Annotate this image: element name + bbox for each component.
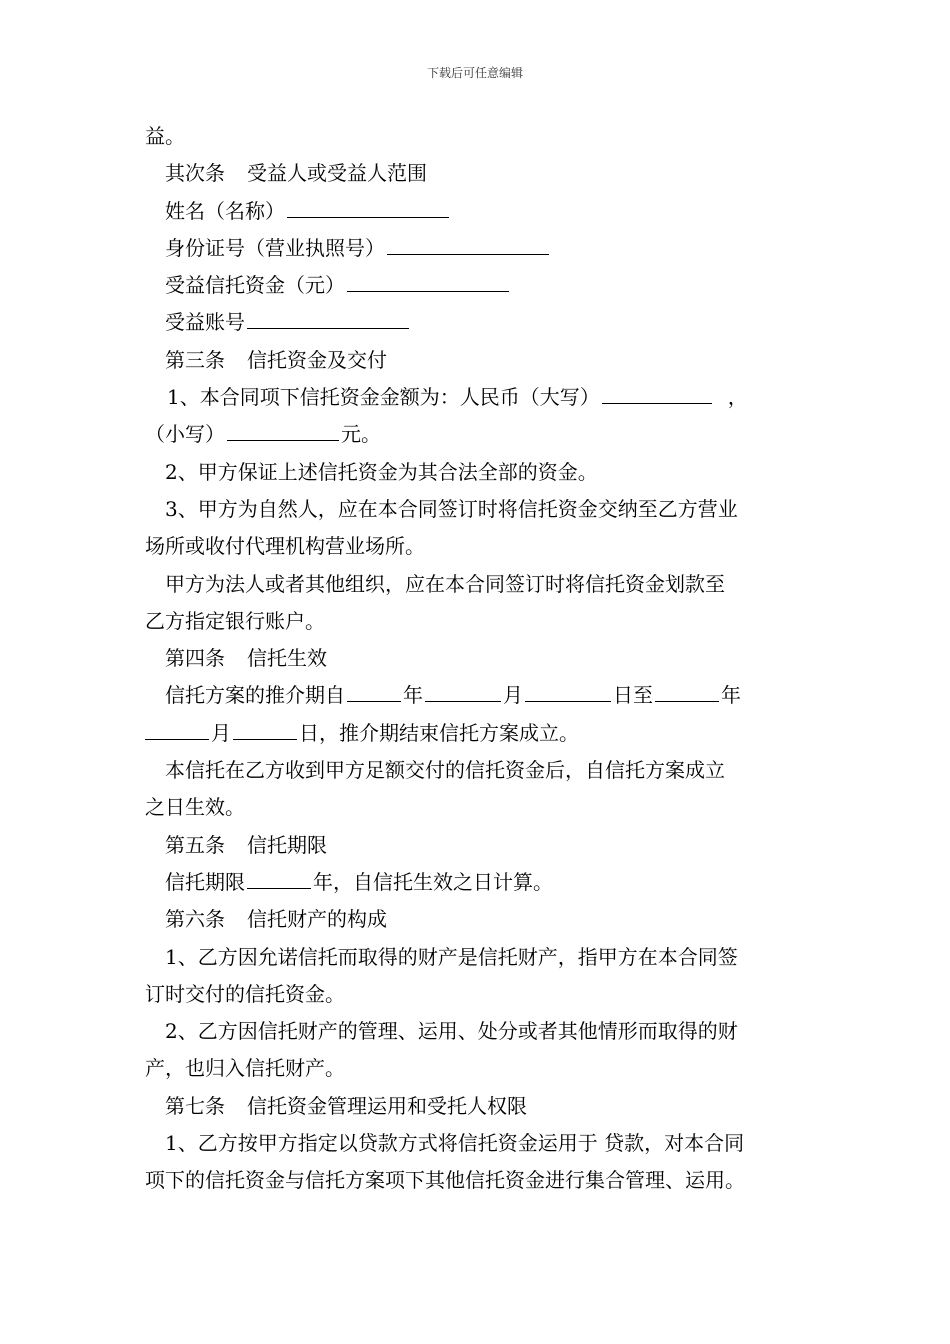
text: 信托方案的推介期自 <box>165 683 345 708</box>
text: 日，推介期结束信托方案成立。 <box>299 720 579 745</box>
text: 月 <box>503 683 523 708</box>
article-number: 其次条 <box>165 161 225 186</box>
paragraph-line <box>145 379 810 416</box>
text: 1、乙方按甲方指定以贷款方式将信托资金运用于 贷款，对本合同 <box>165 1131 745 1156</box>
fill-in-blank[interactable] <box>347 271 509 292</box>
text: 信托期限 <box>165 869 245 894</box>
fill-in-blank[interactable] <box>655 681 719 702</box>
fill-in-blank[interactable] <box>247 868 311 889</box>
article-number: 第七条 <box>165 1093 225 1118</box>
paragraph-line <box>145 1125 810 1162</box>
article-title: 信托资金管理运用和受托人权限 <box>247 1093 527 1118</box>
text: 元。 <box>341 422 381 447</box>
paragraph-line <box>145 976 810 1013</box>
paragraph-line <box>145 677 810 714</box>
page-header: 下载后可任意编辑 <box>426 66 523 80</box>
paragraph-line <box>145 416 810 453</box>
paragraph-line <box>145 1162 810 1199</box>
fill-in-blank[interactable] <box>425 681 501 702</box>
article-title: 信托资金及交付 <box>247 347 387 372</box>
article-number: 第四条 <box>165 646 225 671</box>
field-label: 身份证号（营业执照号） <box>165 235 385 260</box>
form-field-trust-funds <box>145 267 810 304</box>
article-number: 第三条 <box>165 347 225 372</box>
text: 益。 <box>145 124 185 148</box>
text: 项下的信托资金与信托方案项下其他信托资金进行集合管理、运用。 <box>145 1168 745 1193</box>
field-label: 受益账号 <box>165 310 245 335</box>
text: ， <box>727 385 748 410</box>
article-heading <box>145 1088 810 1125</box>
paragraph-line <box>145 789 810 826</box>
paragraph-line <box>145 1050 810 1087</box>
paragraph-line <box>145 1013 810 1050</box>
article-number: 第六条 <box>165 907 225 932</box>
text: 年 <box>721 683 741 708</box>
text: 甲方为法人或者其他组织，应在本合同签订时将信托资金划款至 <box>165 571 725 596</box>
article-title: 信托生效 <box>247 646 327 671</box>
document-body <box>145 118 810 1200</box>
form-field-account <box>145 304 810 341</box>
paragraph-line <box>145 715 810 752</box>
article-heading <box>145 640 810 677</box>
article-heading <box>145 827 810 864</box>
fill-in-blank[interactable] <box>347 681 401 702</box>
text: 月 <box>211 720 231 745</box>
field-label: 受益信托资金（元） <box>165 273 345 298</box>
paragraph-line <box>145 118 810 155</box>
article-heading <box>145 155 810 192</box>
article-title: 信托期限 <box>247 832 327 857</box>
paragraph-line <box>145 939 810 976</box>
text: 乙方指定银行账户。 <box>145 608 325 633</box>
paragraph-line <box>145 603 810 640</box>
paragraph-line <box>145 864 810 901</box>
fill-in-blank[interactable] <box>525 681 611 702</box>
field-label: 姓名（名称） <box>165 198 285 223</box>
paragraph-line <box>145 491 810 528</box>
form-field-name <box>145 193 810 230</box>
article-heading <box>145 342 810 379</box>
text: 之日生效。 <box>145 795 245 820</box>
text: 1、乙方因允诺信托而取得的财产是信托财产，指甲方在本合同签 <box>165 944 738 969</box>
form-field-id-number <box>145 230 810 267</box>
text: 2、甲方保证上述信托资金为其合法全部的资金。 <box>165 459 598 484</box>
fill-in-blank[interactable] <box>227 420 339 441</box>
paragraph-line <box>145 752 810 789</box>
article-title: 受益人或受益人范围 <box>247 161 427 186</box>
fill-in-blank[interactable] <box>287 197 449 218</box>
text: 日至 <box>613 683 653 708</box>
text: 2、乙方因信托财产的管理、运用、处分或者其他情形而取得的财 <box>165 1019 738 1044</box>
paragraph-line <box>145 566 810 603</box>
fill-in-blank[interactable] <box>602 383 712 404</box>
text: （小写） <box>145 422 225 447</box>
article-title: 信托财产的构成 <box>247 907 387 932</box>
article-number: 第五条 <box>165 832 225 857</box>
text: 订时交付的信托资金。 <box>145 981 345 1006</box>
fill-in-blank[interactable] <box>145 719 209 740</box>
fill-in-blank[interactable] <box>387 234 549 255</box>
fill-in-blank[interactable] <box>247 308 409 329</box>
text: 年 <box>403 683 423 708</box>
text: 3、甲方为自然人，应在本合同签订时将信托资金交纳至乙方营业 <box>165 496 738 521</box>
paragraph-line <box>145 454 810 491</box>
paragraph-line <box>145 528 810 565</box>
text: 产，也归入信托财产。 <box>145 1056 345 1081</box>
text: 1、本合同项下信托资金金额为：人民币（大写） <box>167 385 600 410</box>
text: 年，自信托生效之日计算。 <box>313 869 553 894</box>
article-heading <box>145 901 810 938</box>
text: 本信托在乙方收到甲方足额交付的信托资金后，自信托方案成立 <box>165 758 725 783</box>
fill-in-blank[interactable] <box>233 719 297 740</box>
text: 场所或收付代理机构营业场所。 <box>145 534 425 559</box>
